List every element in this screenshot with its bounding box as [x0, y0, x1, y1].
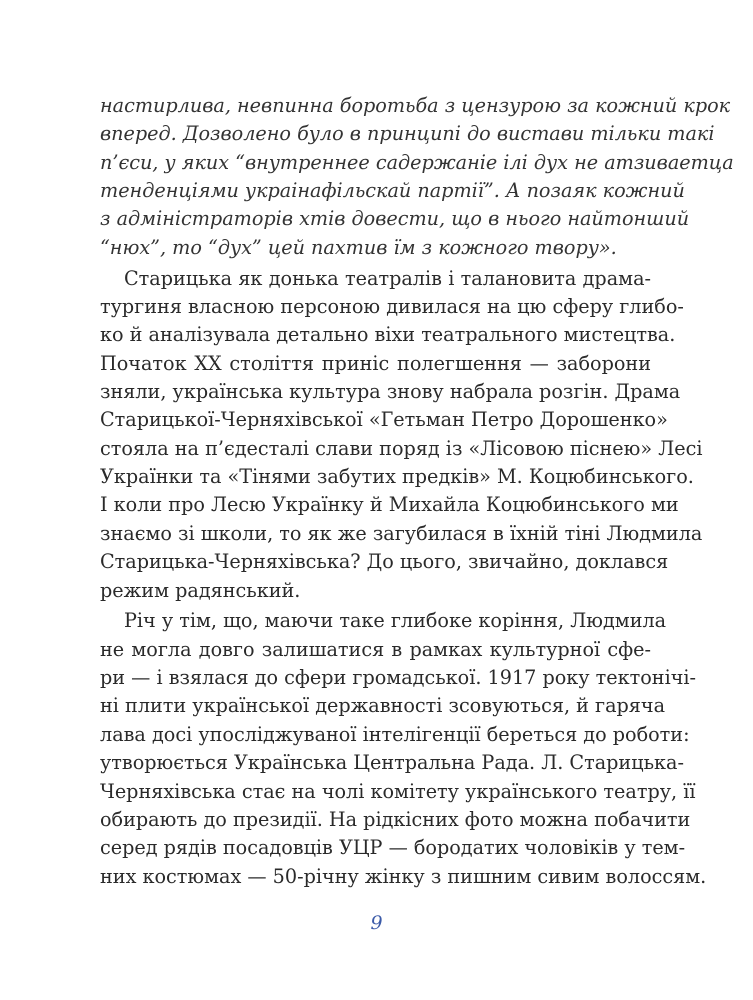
paragraph-line: Початок XX століття приніс полегшення — заборони [100, 351, 651, 375]
paragraph-line: них костюмах — 50-річну жінку з пишним сивим волоссям. [100, 864, 707, 888]
paragraph-line: режим радянський. [100, 578, 301, 602]
paragraph-line: І коли про Лесю Українку й Михайла Коцюбинського ми [100, 493, 679, 517]
quote-line: тенденціями украінафільскай партії”. А позаяк кожний [100, 179, 685, 203]
paragraph-line: Старицька як донька театралів і талановита драма- [124, 266, 651, 290]
paragraph-line: ні плити української державності зсовуються, й гаряча [100, 694, 666, 718]
quote-line: вперед. Дозволено було в принципі до вистави тільки такі [100, 122, 715, 146]
paragraph-line: Старицька-Черняхівська? До цього, звичайно, доклався [100, 550, 669, 574]
paragraph-line: стояла на п’єдесталі слави поряд із «Лісовою піснею» Лесі [100, 436, 703, 460]
paragraph-line: обирають до президії. На рідкісних фото можна побачити [100, 807, 691, 831]
paragraph-line: Старицької-Черняхівської «Гетьман Петро Дорошенко» [100, 408, 668, 432]
paragraph-line: знаємо зі школи, то як же загубилася в їхній тіні Людмила [100, 521, 703, 545]
paragraph-line: Українки та «Тінями забутих предків» М. Коцюбинського. [100, 465, 694, 489]
paragraph-line: серед рядів посадовців УЦР — бородатих чоловіків у тем- [100, 836, 686, 860]
paragraph-line: зняли, українська культура знову набрала розгін. Драма [100, 380, 681, 404]
paragraph-line: Черняхівська стає на чолі комітету українського театру, її [100, 779, 696, 803]
paragraph-line: утворюється Українська Центральна Рада. Л. Старицька- [100, 751, 684, 775]
page-number: 9 [370, 912, 383, 934]
paragraph-line: Річ у тім, що, маючи таке глибоке коріння, Людмила [124, 609, 667, 633]
quote-line: п’єси, у яких “внутреннее садержаніе ілі дух не атзиваетца [100, 150, 734, 174]
quote-line: настирлива, невпинна боротьба з цензурою за кожний крок [100, 94, 731, 117]
paragraph-line: лава досі упосліджуваної інтелігенції береться до роботи: [100, 722, 690, 746]
quote-line: “нюх”, то “дух” цей пахтив їм з кожного твору». [100, 235, 617, 259]
paragraph-line: тургиня власною персоною дивилася на цю сферу глибо- [100, 294, 684, 318]
paragraph-line: не могла довго залишатися в рамках культурної сфе- [100, 637, 651, 661]
paragraph-line: ко й аналізувала детально віхи театрального мистецтва. [100, 323, 676, 347]
paragraph-line: ри — і взялася до сфери громадської. 1917 року тектонічі- [100, 666, 697, 690]
quote-line: з адміністраторів хтів довести, що в нього найтонший [100, 207, 690, 231]
